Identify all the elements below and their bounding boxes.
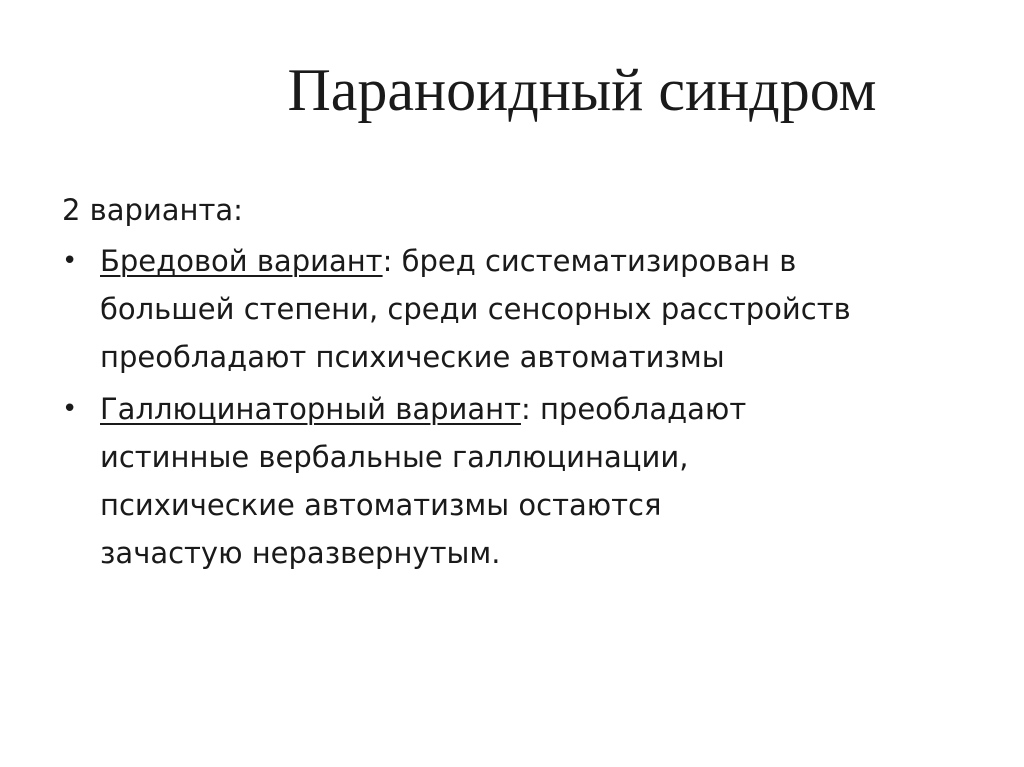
bullet-first-line-rest: : бред систематизирован в [382, 244, 797, 278]
intro-text: 2 варианта: [62, 193, 243, 227]
bullet-list [62, 237, 962, 577]
bullet-item-hallucinatory [62, 385, 962, 577]
bullet-line: преобладают психические автоматизмы [100, 340, 725, 374]
bullet-term: Бредовой вариант [100, 244, 383, 278]
bullet-term: Галлюцинаторный вариант [100, 392, 521, 426]
bullet-dot-icon: • [62, 394, 78, 424]
bullet-item-delusional [62, 237, 962, 381]
slide-title: Параноидный синдром [287, 57, 877, 123]
bullet-first-line [100, 237, 962, 285]
bullet-first-line [100, 385, 962, 433]
slide-body [62, 186, 962, 581]
bullet-line: зачастую неразвернутым. [100, 536, 501, 570]
bullet-first-line-rest: : преобладают [520, 392, 747, 426]
bullet-line: большей степени, среди сенсорных расстройств [100, 292, 851, 326]
bullet-dot-icon: • [62, 246, 78, 276]
bullet-line: психические автоматизмы остаются [100, 488, 662, 522]
bullet-line: истинные вербальные галлюцинации, [100, 440, 689, 474]
